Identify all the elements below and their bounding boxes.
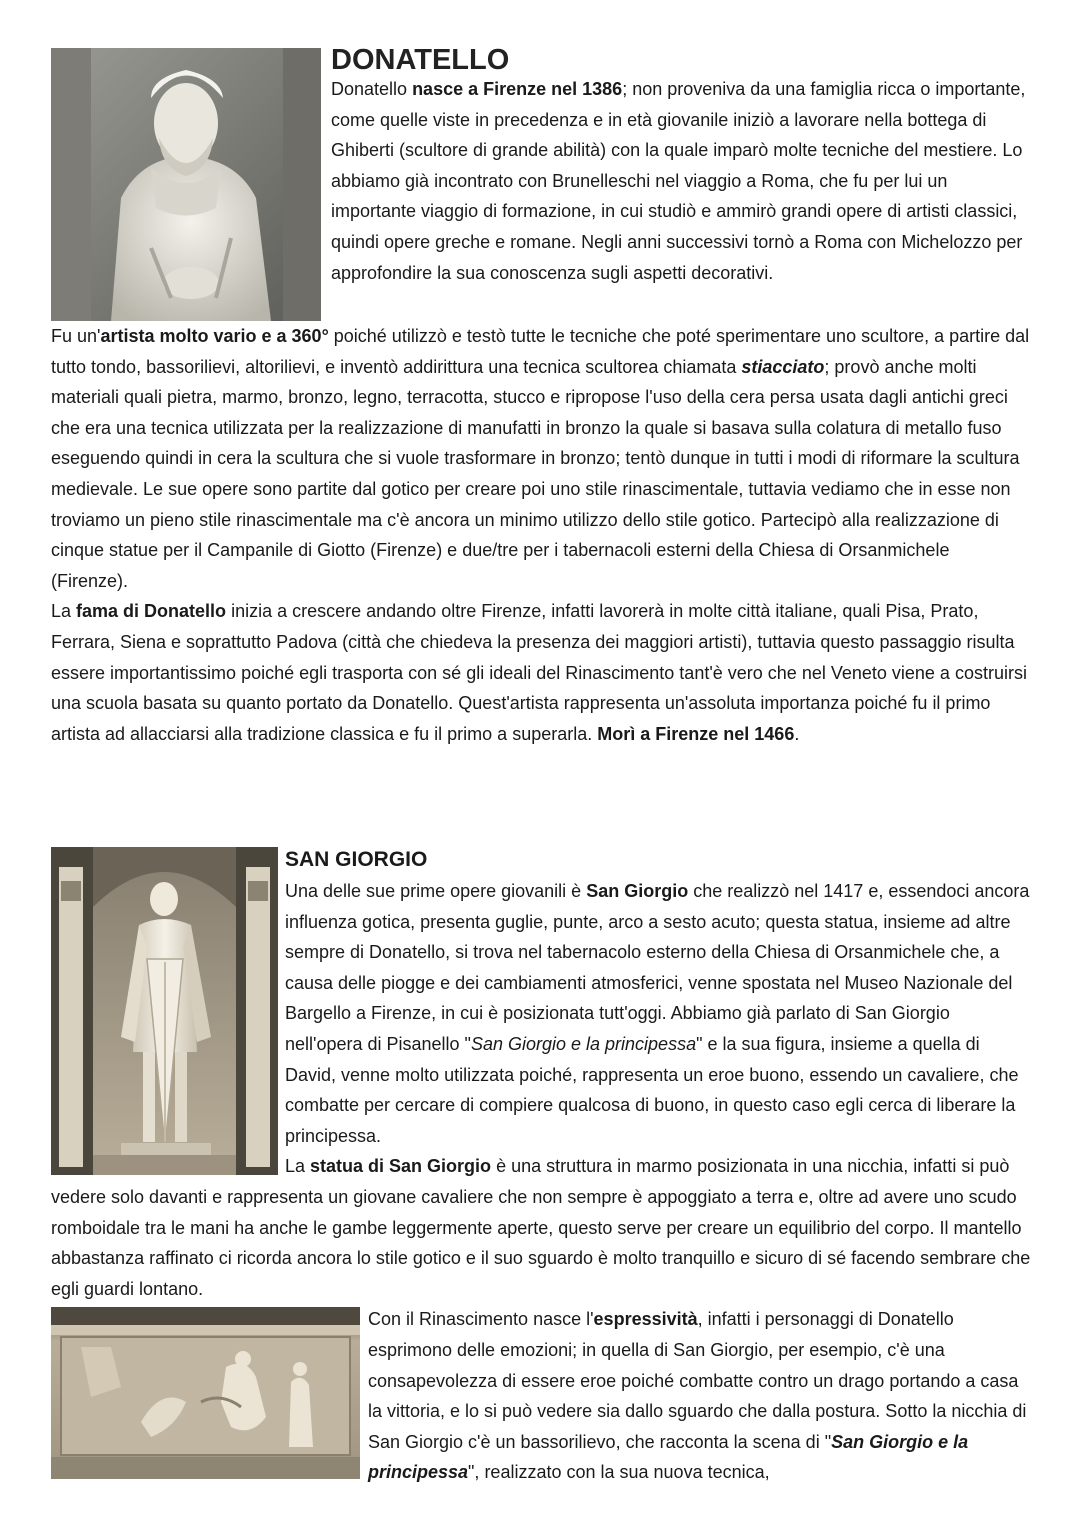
text: " e la sua figura, insieme a quella di David, venne molto utilizzata poiché, rappresenta un eroe buono, essendo un cavaliere, che combatte per cercare di compiere qualcosa di buono, in questo caso egli cerca di liberare la principessa. [285,1033,1019,1146]
san-giorgio-section [51,845,1031,1488]
text: è una struttura in marmo posizionata in una nicchia, infatti si può vedere solo davanti e rappresenta un giovane cavaliere che non sempre è appoggiato a terra e, oltre ad avere uno scudo romboidale tra le mani ha anche le gambe leggermente aperte, questo serve per creare un equilibrio del corpo. Il mantello abbastanza raffinato ci ricorda ancora lo stile gotico e il suo sguardo è molto tranquillo e sicuro di sé facendo sembrare che egli guardi lontano. [51,1156,1031,1299]
donatello-section [51,44,1031,749]
donatello-statue-image [51,48,321,321]
donatello-paragraph-2 [51,321,1031,596]
bold-text: Morì a Firenze nel 1466 [597,723,795,744]
donatello-title: DONATELLO [331,44,510,76]
text: La [51,601,77,622]
bold-text: nasce a Firenze nel 1386 [412,79,623,99]
text: inizia a crescere andando oltre Firenze, infatti lavorerà in molte città italiane, quali Pisa, Prato, Ferrara, Siena e soprattutto Padova (città che chiedeva la presenza dei maggiori artisti), tuttavia questo passaggio risulta essere importantissimo poiché egli trasporta con sé gli ideali del Rinascimento tant'è vero che nel Veneto viene a costruirsi una scuola basata su quanto portato da Donatello. Quest'artista rappresenta un'assoluta importanza poiché fu il primo artista ad allacciarsi alla tradizione classica e fu il primo a superarla. [51,601,1027,744]
bold-italic-text: San Giorgio e la principessa [368,1431,969,1483]
bassorilievo-image [51,1307,360,1479]
donatello-statue-picture [51,48,321,321]
text: poiché utilizzò e testò tutte le tecniche che poté sperimentare uno scultore, a partire dal tutto tondo, bassorilievi, altorilievi, e inventò addirittura una tecnica scultorea chiamata [51,326,1030,377]
san-giorgio-statue-picture [51,847,278,1175]
bold-italic-text: stiacciato [741,356,825,377]
italic-text: San Giorgio e la principessa [470,1033,697,1054]
text: Una delle sue prime opere giovanili è [285,881,587,901]
text: , infatti i personaggi di Donatello esprimono delle emozioni; in quella di San Giorgio, per esempio, c'è una consapevolezza di essere eroe poiché combatte contro un drago portando a casa la vittoria, e lo si può vedere sia dallo sguardo che dalla postura. Sotto la nicchia di San Giorgio c'è un bassorilievo, che racconta la scena di " [368,1309,1027,1452]
san-giorgio-relief-picture [51,1307,360,1479]
text: Donatello [331,79,413,99]
text: ; non proveniva da una famiglia ricca o importante, come quelle viste in precedenza e in età giovanile iniziò a lavorare nella bottega di Ghiberti (scultore di grande abilità) con la quale imparò molte tecniche del mestiere. Lo abbiamo già incontrato con Brunelleschi nel viaggio a Roma, che fu per lui un importante viaggio di formazione, in cui studiò e ammirò grandi opere di artisti classici, quindi opere greche e romane. Negli anni successivi tornò a Roma con Michelozzo per approfondire la sua conoscenza sugli aspetti decorativi. [331,79,1026,283]
text: che realizzò nel 1417 e, essendoci ancora influenza gotica, presenta guglie, punte, arco a sesto acuto; questa statua, insieme ad altre sempre di Donatello, si trova nel tabernacolo esterno della Chiesa di Orsanmichele che, a causa delle piogge e dei cambiamenti atmosferici, venne spostata nel Museo Nazionale del Bargello a Firenze, in cui è posizionata tutt'oggi. Abbiamo già parlato di San Giorgio nell'opera di Pisanello " [285,881,1030,1054]
san-giorgio-statue-image [51,847,278,1175]
bold-text: statua di San Giorgio [310,1156,492,1177]
bold-text: artista molto vario e a 360° [100,326,329,346]
text: ", realizzato con la sua nuova tecnica, [468,1462,770,1483]
bold-text: fama di Donatello [76,601,227,622]
text: ; provò anche molti materiali quali pietra, marmo, bronzo, legno, terracotta, stucco e ripropose l'uso della cera persa usata dagli antichi greci che era una tecnica utilizzata per la realizzazione di manufatti in bronzo la quale si basava sulla colatura di metallo fuso eseguendo quindi in cera la scultura che si vuole trasformare in bronzo; tentò dunque in tutti i modi di riformare la scultura medievale. Le sue opere sono partite dal gotico per creare poi uno stile rinascimentale, tuttavia vediamo che in esse non troviamo un pieno stile rinascimentale ma c'è ancora un minimo utilizzo dello stile gotico. Partecipò alla realizzazione di cinque statue per il Campanile di Giotto (Firenze) e due/tre per i tabernacoli esterni della Chiesa di Orsanmichele (Firenze). [51,356,1020,591]
bold-text: San Giorgio [586,881,689,901]
text: La [285,1156,311,1177]
bold-text: espressività [593,1309,698,1330]
text: . [794,723,800,744]
donatello-paragraph-3 [51,596,1031,749]
san-giorgio-title: SAN GIORGIO [285,848,428,871]
text: Fu un' [51,326,101,346]
text: Con il Rinascimento nasce l' [368,1309,594,1330]
